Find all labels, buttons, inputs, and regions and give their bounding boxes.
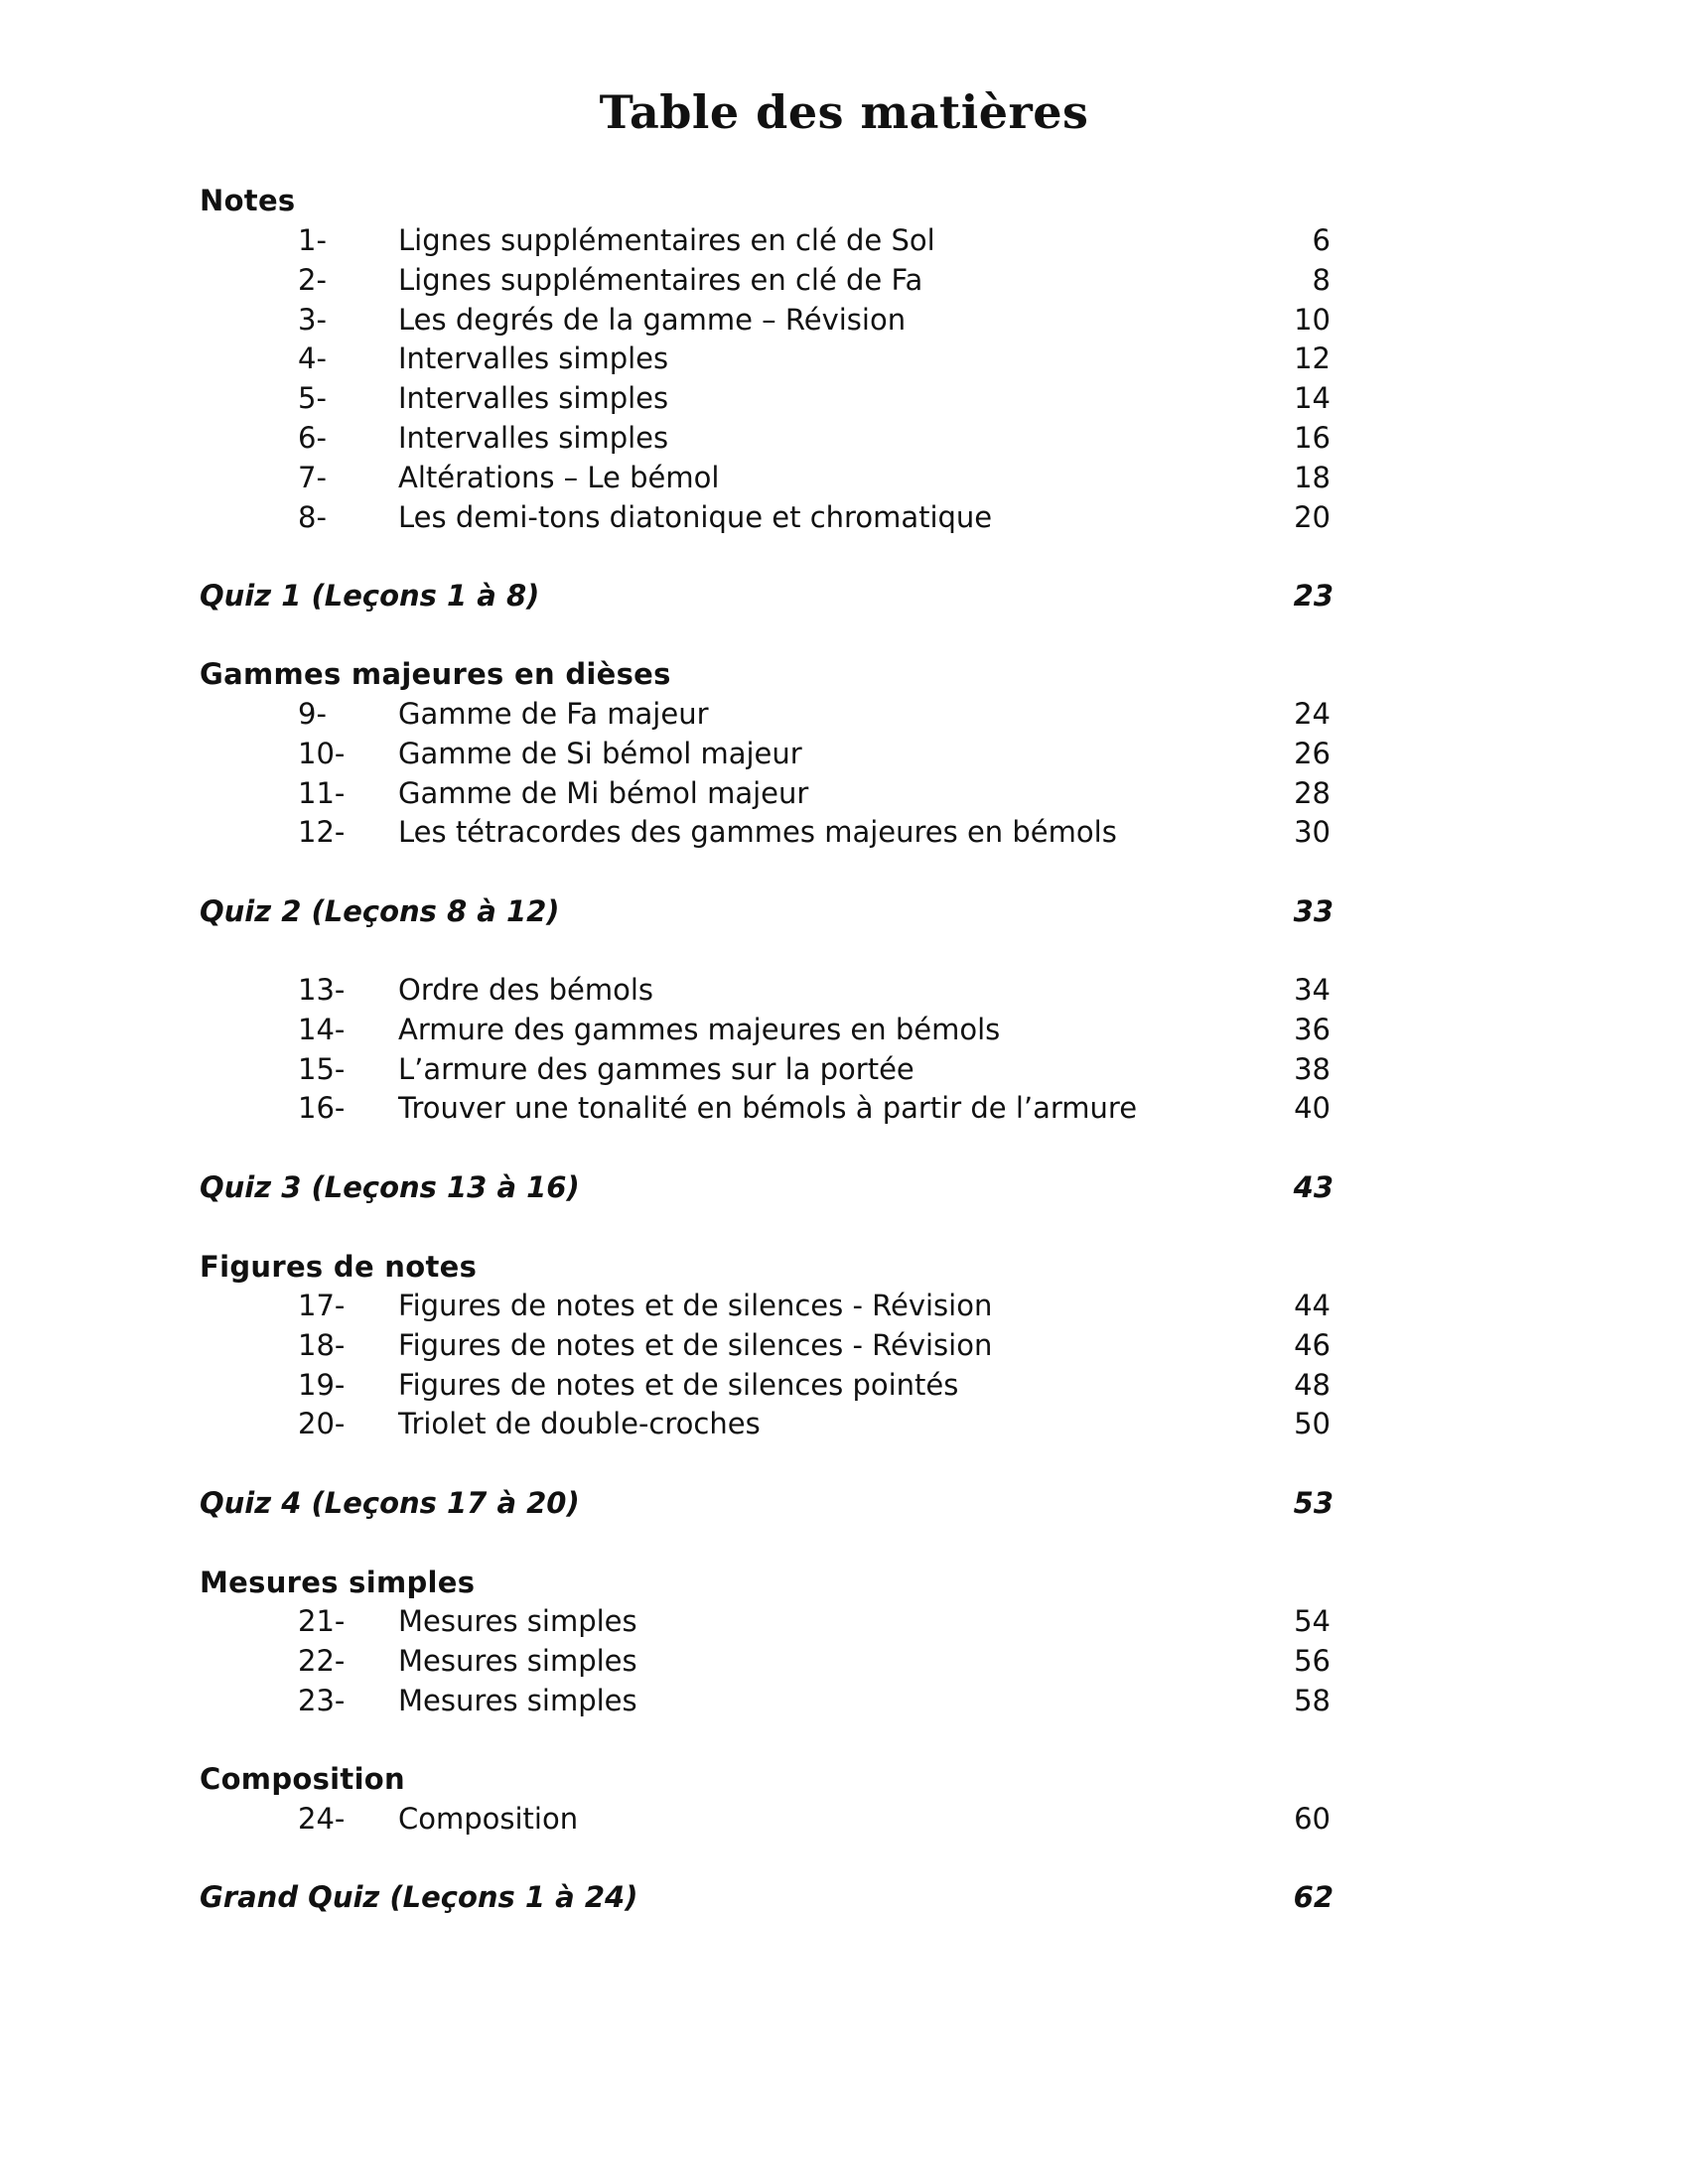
lesson-title: Gamme de Mi bémol majeur: [398, 775, 809, 810]
lesson-row[interactable]: [0, 418, 1688, 458]
lesson-number: 23-: [298, 1683, 346, 1717]
lesson-number: 4-: [298, 341, 327, 376]
lesson-number: 14-: [298, 1012, 346, 1046]
lesson-page-number: 20: [1294, 499, 1331, 534]
lesson-row[interactable]: [0, 694, 1688, 734]
lesson-row[interactable]: [0, 734, 1688, 773]
lesson-number: 3-: [298, 302, 327, 337]
section-heading-composition: Composition: [200, 1762, 405, 1796]
lesson-title: Intervalles simples: [398, 421, 669, 455]
lesson-page-number: 56: [1294, 1643, 1331, 1678]
section-heading-notes: Notes: [200, 184, 296, 217]
lesson-number: 13-: [298, 973, 346, 1007]
lesson-title: Figures de notes et de silences - Révision: [398, 1327, 993, 1362]
lesson-row[interactable]: [0, 1681, 1688, 1720]
lesson-number: 6-: [298, 421, 327, 455]
lesson-number: 12-: [298, 815, 346, 850]
lesson-title: Mesures simples: [398, 1643, 637, 1678]
lesson-page-number: 48: [1294, 1367, 1331, 1402]
lesson-page-number: 16: [1294, 421, 1331, 455]
lesson-title: Lignes supplémentaires en clé de Sol: [398, 223, 935, 257]
lesson-number: 1-: [298, 223, 327, 257]
lesson-page-number: 8: [1312, 262, 1331, 297]
lesson-row[interactable]: [0, 378, 1688, 418]
lesson-row[interactable]: [0, 1010, 1688, 1049]
lesson-title: Intervalles simples: [398, 381, 669, 416]
lesson-page-number: 12: [1294, 341, 1331, 376]
lesson-title: Lignes supplémentaires en clé de Fa: [398, 262, 923, 297]
lesson-number: 5-: [298, 381, 327, 416]
lesson-row[interactable]: [0, 1641, 1688, 1681]
lesson-title: Ordre des bémols: [398, 973, 653, 1007]
quiz-page-number: 62: [1293, 1880, 1334, 1914]
lesson-row[interactable]: [0, 220, 1688, 260]
lesson-page-number: 40: [1294, 1091, 1331, 1126]
section-heading-figures: Figures de notes: [200, 1250, 478, 1284]
lesson-title: Gamme de Si bémol majeur: [398, 736, 802, 770]
lesson-title: Triolet de double-croches: [398, 1407, 761, 1441]
lesson-number: 11-: [298, 775, 346, 810]
lesson-title: Les demi-tons diatonique et chromatique: [398, 499, 993, 534]
lesson-page-number: 36: [1294, 1012, 1331, 1046]
lesson-number: 15-: [298, 1051, 346, 1086]
lesson-number: 17-: [298, 1289, 346, 1322]
quiz-row[interactable]: [0, 1483, 1688, 1523]
quiz-row[interactable]: [0, 891, 1688, 931]
lesson-title: Armure des gammes majeures en bémols: [398, 1012, 1001, 1046]
lesson-title: L’armure des gammes sur la portée: [398, 1051, 914, 1086]
lesson-page-number: 18: [1294, 460, 1331, 494]
quiz-title: Quiz 3 (Leçons 13 à 16): [200, 1170, 580, 1204]
lesson-row[interactable]: [0, 773, 1688, 813]
page-title: Table des matières: [599, 85, 1089, 139]
lesson-title: Figures de notes et de silences pointés: [398, 1367, 959, 1402]
lesson-title: Composition: [398, 1802, 579, 1836]
lesson-row[interactable]: [0, 1325, 1688, 1365]
lesson-number: 22-: [298, 1643, 346, 1678]
section-heading-mesures: Mesures simples: [200, 1566, 476, 1599]
lesson-page-number: 44: [1294, 1289, 1331, 1322]
lesson-page-number: 14: [1294, 381, 1331, 416]
lesson-page-number: 46: [1294, 1327, 1331, 1362]
quiz-page-number: 23: [1293, 579, 1334, 613]
lesson-row[interactable]: [0, 1088, 1688, 1128]
lesson-title: Les tétracordes des gammes majeures en bémols: [398, 815, 1117, 850]
lesson-page-number: 50: [1294, 1407, 1331, 1441]
quiz-page-number: 33: [1293, 894, 1334, 928]
lesson-row[interactable]: [0, 339, 1688, 378]
lesson-number: 2-: [298, 262, 327, 297]
lesson-title: Altérations – Le bémol: [398, 460, 720, 494]
lesson-title: Mesures simples: [398, 1604, 637, 1638]
quiz-row[interactable]: [0, 1167, 1688, 1207]
lesson-number: 10-: [298, 736, 346, 770]
lesson-row[interactable]: [0, 1601, 1688, 1641]
lesson-row[interactable]: [0, 1799, 1688, 1839]
lesson-number: 18-: [298, 1327, 346, 1362]
lesson-number: 8-: [298, 499, 327, 534]
lesson-number: 21-: [298, 1604, 346, 1638]
quiz-row[interactable]: [0, 1877, 1688, 1917]
lesson-row[interactable]: [0, 458, 1688, 497]
quiz-page-number: 53: [1293, 1486, 1334, 1520]
lesson-page-number: 60: [1294, 1802, 1331, 1836]
lesson-row[interactable]: [0, 1286, 1688, 1325]
quiz-title: Grand Quiz (Leçons 1 à 24): [200, 1880, 638, 1914]
lesson-title: Gamme de Fa majeur: [398, 697, 709, 731]
lesson-row[interactable]: [0, 812, 1688, 852]
lesson-number: 24-: [298, 1802, 346, 1836]
quiz-page-number: 43: [1293, 1170, 1334, 1204]
lesson-page-number: 26: [1294, 736, 1331, 770]
lesson-page-number: 6: [1312, 223, 1331, 257]
quiz-row[interactable]: [0, 576, 1688, 615]
lesson-page-number: 38: [1294, 1051, 1331, 1086]
section-heading-gammes: Gammes majeures en dièses: [200, 657, 671, 691]
lesson-title: Les degrés de la gamme – Révision: [398, 302, 907, 337]
lesson-page-number: 34: [1294, 973, 1331, 1007]
lesson-number: 16-: [298, 1091, 346, 1126]
lesson-page-number: 10: [1294, 302, 1331, 337]
lesson-page-number: 28: [1294, 775, 1331, 810]
lesson-title: Mesures simples: [398, 1683, 637, 1717]
lesson-title: Figures de notes et de silences - Révision: [398, 1289, 993, 1322]
quiz-title: Quiz 1 (Leçons 1 à 8): [200, 579, 540, 613]
lesson-row[interactable]: [0, 1404, 1688, 1443]
lesson-row[interactable]: [0, 260, 1688, 300]
lesson-row[interactable]: [0, 300, 1688, 340]
lesson-number: 19-: [298, 1367, 346, 1402]
lesson-title: Trouver une tonalité en bémols à partir de l’armure: [398, 1091, 1138, 1126]
lesson-number: 7-: [298, 460, 327, 494]
lesson-row[interactable]: [0, 1365, 1688, 1405]
lesson-page-number: 24: [1294, 697, 1331, 731]
lesson-page-number: 58: [1294, 1683, 1331, 1717]
quiz-title: Quiz 2 (Leçons 8 à 12): [200, 894, 560, 928]
lesson-row[interactable]: [0, 497, 1688, 537]
lesson-page-number: 30: [1294, 815, 1331, 850]
lesson-title: Intervalles simples: [398, 341, 669, 376]
lesson-row[interactable]: [0, 1049, 1688, 1089]
lesson-page-number: 54: [1294, 1604, 1331, 1638]
lesson-number: 20-: [298, 1407, 346, 1441]
quiz-title: Quiz 4 (Leçons 17 à 20): [200, 1486, 580, 1520]
lesson-number: 9-: [298, 697, 327, 731]
lesson-row[interactable]: [0, 970, 1688, 1010]
